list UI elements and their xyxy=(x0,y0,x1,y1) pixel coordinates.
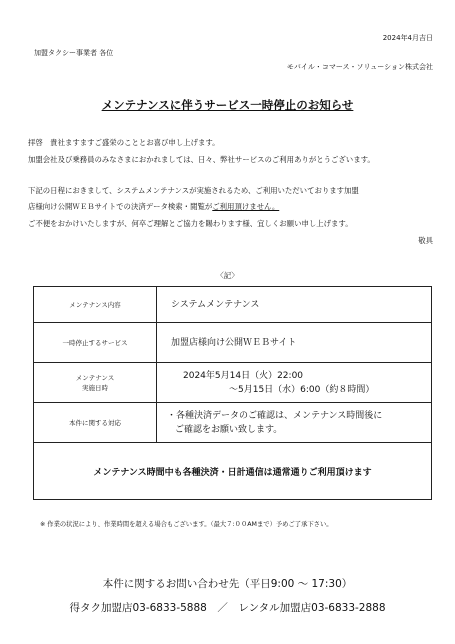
recipient: 加盟タクシー事業者 各位 xyxy=(34,49,114,57)
schedule-line-2 xyxy=(28,201,279,212)
footnote: ※ 作業の状況により、作業時間を超える場合もございます。（最大７:００AMまで）予めご了承下さい。 xyxy=(40,521,333,528)
table-label-line: メンテナンス xyxy=(75,373,115,382)
table-label xyxy=(34,363,157,403)
page-title: メンテナンスに伴うサービス一時停止のお知らせ xyxy=(101,98,354,112)
apology-line: ご不便をおかけいたしますが、何卒ご理解とご協力を賜わります様、宜しくお願い申し上げます。 xyxy=(28,219,353,228)
schedule-line-2b: ご利用頂けません。 xyxy=(212,202,280,211)
greeting-line: 拝啓 貴社ますますご盛栄のこととお喜び申し上げます。 xyxy=(28,138,220,147)
table-row xyxy=(34,403,432,443)
table-value xyxy=(157,363,432,403)
table-value: 加盟店様向け公開ＷＥＢサイト xyxy=(157,323,432,363)
response-line: ご確認をお願い致します。 xyxy=(175,424,283,435)
table-value xyxy=(157,403,432,443)
table-row xyxy=(34,287,432,323)
ki-heading: 〈記〉 xyxy=(216,271,239,280)
maintenance-table xyxy=(33,286,432,500)
table-note: メンテナンス時間中も各種決済・日計通信は通常通りご利用頂けます xyxy=(34,443,432,500)
table-label: 本件に関する対応 xyxy=(34,403,157,443)
issue-date: 2024年4月吉日 xyxy=(382,34,433,42)
closing-word: 敬具 xyxy=(418,236,433,245)
sender: モバイル・コマース・ソリューション株式会社 xyxy=(286,63,433,71)
table-note-row xyxy=(34,443,432,500)
datetime-end: ～5月15日（水）6:00（約８時間） xyxy=(229,384,375,395)
schedule-line-2a: 店様向け公開ＷＥＢサイトでの決済データ検索・閲覧が xyxy=(28,202,213,211)
table-label: 一時停止するサービス xyxy=(34,323,157,363)
schedule-line-1: 下記の日程におきまして、システムメンテナンスが実施されるため、ご利用いただいております加盟 xyxy=(28,186,359,195)
thanks-line: 加盟会社及び乗務員のみなさまにおかれましては、日々、弊社サービスのご利用ありがとうございます。 xyxy=(28,155,375,164)
table-label: メンテナンス内容 xyxy=(34,287,157,323)
response-line: ・各種決済データのご確認は、メンテナンス時間後に xyxy=(167,410,383,421)
contact-heading: 本件に関するお問い合わせ先（平日9:00 ～ 17:30） xyxy=(102,578,353,590)
table-label-line: 実施日時 xyxy=(82,383,108,392)
table-value: システムメンテナンス xyxy=(157,287,432,323)
contact-phones: 得タク加盟店03-6833-5888 ／ レンタル加盟店03-6833-2888 xyxy=(69,602,386,614)
table-row xyxy=(34,323,432,363)
table-row xyxy=(34,363,432,403)
datetime-start: 2024年5月14日（火）22:00 xyxy=(183,370,304,381)
